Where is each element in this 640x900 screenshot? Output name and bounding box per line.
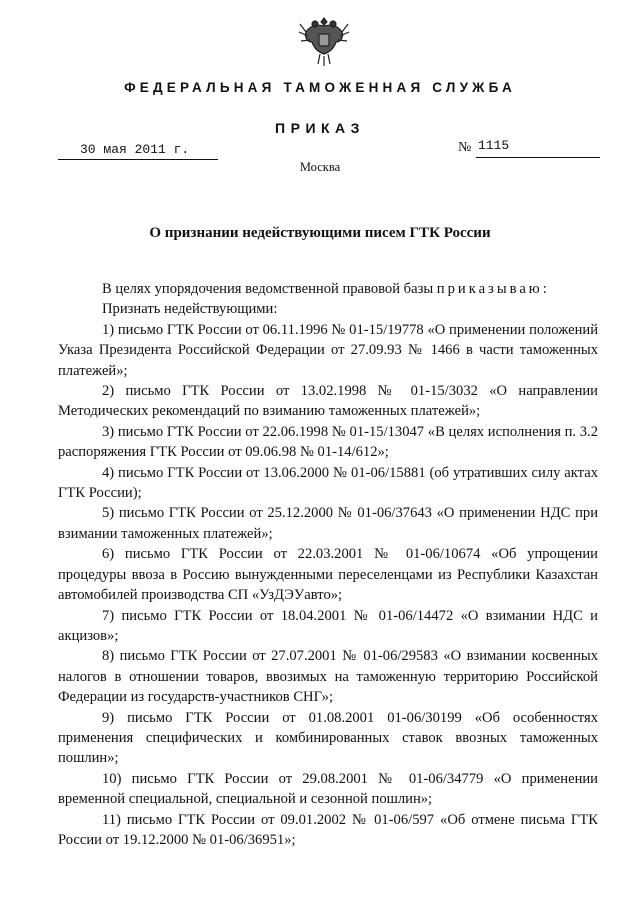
agency-name: ФЕДЕРАЛЬНАЯ ТАМОЖЕННАЯ СЛУЖБА — [124, 80, 516, 95]
intro-text: В целях упорядочения ведомственной правовой базы — [102, 281, 434, 297]
list-item-11: 11) письмо ГТК России от 09.01.2002 № 01-06/597 «Об отмене письма ГТК России от 19.12.2000 № 01-06/36951»; — [58, 811, 598, 848]
number-field — [476, 138, 600, 158]
document-type: ПРИКАЗ — [275, 120, 365, 136]
order-number: 1115 — [478, 138, 510, 153]
intro-paragraph — [58, 279, 598, 299]
list-item-2: 2) письмо ГТК России от 13.02.1998 № 01-15/3032 «О направлении Методических рекомендаций по взиманию таможенных платежей»; — [58, 383, 598, 420]
number-label: № — [458, 140, 472, 155]
lead-paragraph: Признать недействующими: — [102, 301, 278, 318]
order-body — [58, 279, 598, 850]
list-item-5: 5) письмо ГТК России от 25.12.2000 № 01-06/37643 «О применении НДС при взимании таможенных платежей»; — [58, 505, 598, 542]
list-item-6: 6) письмо ГТК России от 22.03.2001 № 01-06/10674 «Об упрощении процедуры ввоза в Россию вынужденными переселенцами из Республики Казахстан автомобилей производства СП «УзДЭУавто»; — [58, 546, 598, 604]
order-date: 30 мая 2011 г. — [80, 142, 190, 157]
list-item-3: 3) письмо ГТК России от 22.06.1998 № 01-15/13047 «В целях исполнения п. 3.2 распоряжения ГТК России от 09.06.98 № 01-14/612»; — [58, 423, 598, 461]
date-field — [58, 141, 218, 160]
list-item-10: 10) письмо ГТК России от 29.08.2001 № 01-06/34779 «О применении временной специальной, специальной и сезонной пошлин»; — [58, 770, 598, 808]
intro-command: приказываю: — [436, 281, 550, 297]
city: Москва — [299, 160, 341, 174]
coat-of-arms-icon — [298, 12, 350, 70]
list-item-9: 9) письмо ГТК России от 01.08.2001 01-06/30199 «Об особенностях применения специфических и комбинированных ставок ввозных таможенных пошлин»; — [58, 709, 598, 767]
order-subject: О признании недействующими писем ГТК России — [149, 225, 491, 241]
list-item-8: 8) письмо ГТК России от 27.07.2001 № 01-06/29583 «О взимании косвенных налогов в отношении товаров, ввозимых на таможенную территорию Российской Федерации из государств-участников СНГ»; — [58, 648, 598, 706]
list-item-1: 1) письмо ГТК России от 06.11.1996 № 01-15/19778 «О применении положений Указа Президента Российской Федерации от 27.09.93 № 1466 в части таможенных платежей»; — [58, 321, 598, 379]
list-item-7: 7) письмо ГТК России от 18.04.2001 № 01-06/14472 «О взимании НДС и акцизов»; — [58, 607, 598, 644]
list-item-4: 4) письмо ГТК России от 13.06.2000 № 01-06/15881 (об утративших силу актах ГТК России); — [58, 464, 598, 502]
